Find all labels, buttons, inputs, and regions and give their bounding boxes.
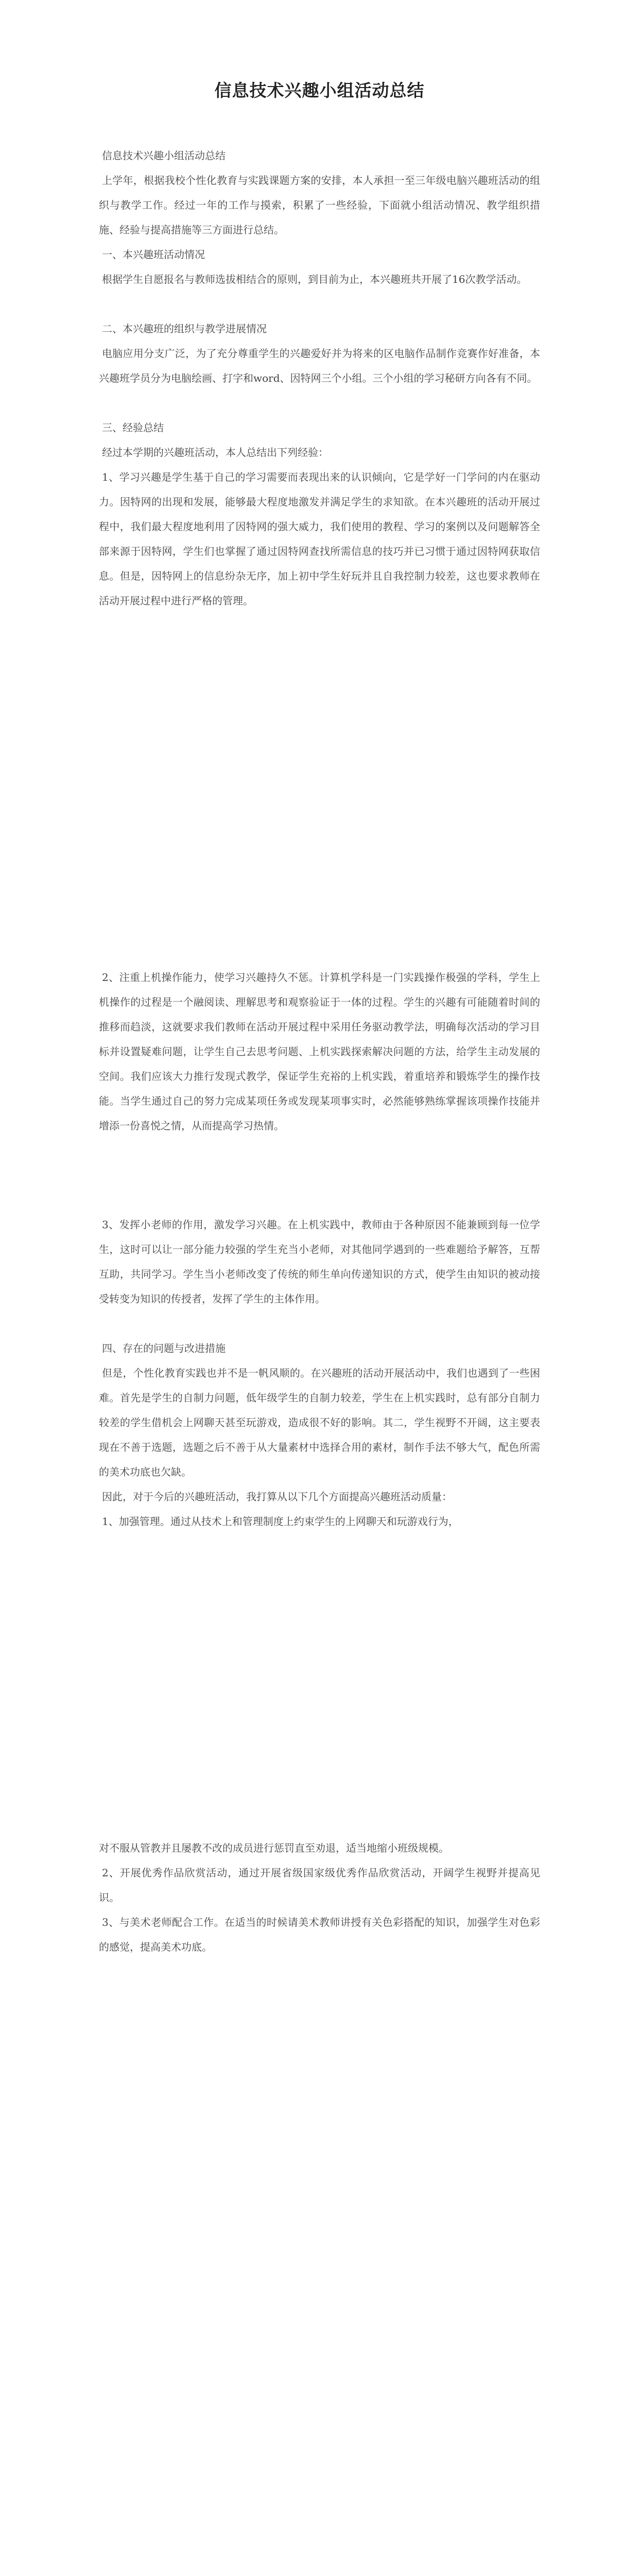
section-3-paragraph-2: 2、注重上机操作能力，使学习兴趣持久不惩。计算机学科是一门实践操作极强的学科，学生上机操作的过程是一个融阅读、理解思考和观察验证于一体的过程。学生的兴趣有可能随着时间的推移而趋淡，这就要求我们教师在活动开展过程中采用任务驱动教学法，明确每次活动的学习目标并设置疑难问题，让学生自己去思考问题、上机实践探索解决问题的方法，给学生主动发展的空间。我们应该大力推行发现式教学，保证学生充裕的上机实践，着重培养和锻炼学生的操作技能。当学生通过自己的努力完成某项任务或发现某项事实时，必然能够熟练掌握该项操作技能并增添一份喜悦之情，从而提高学习热情。	[99, 971, 540, 1132]
section-3-paragraph-lead: 经过本学期的兴趣班活动，本人总结出下列经验：	[102, 446, 329, 459]
section-4-paragraph-1: 但是，个性化教育实践也并不是一帆风顺的。在兴趣班的活动开展活动中，我们也遇到了一些困难。首先是学生的自制力问题，低年级学生的自制力较差，学生在上机实践时，总有部分自制力较差的学生借机会上网聊天甚至玩游戏，造成很不好的影响。其二，学生视野不开阔，这主要表现在不善于选题，选题之后不善于从大量素材中选择合用的素材，制作手法不够大气，配色所需的美术功底也欠缺。	[99, 1367, 540, 1478]
section-2-paragraph: 电脑应用分支广泛，为了充分尊重学生的兴趣爱好并为将来的区电脑作品制作竞赛作好准备，本兴趣班学员分为电脑绘画、打字和word、因特网三个小组。三个小组的学习秘研方向各有不同。	[99, 347, 540, 384]
section-4-paragraph-2: 因此，对于今后的兴趣班活动，我打算从以下几个方面提高兴趣班活动质量：	[102, 1490, 452, 1503]
document-subtitle: 信息技术兴趣小组活动总结	[102, 149, 226, 162]
section-4-heading: 四、存在的问题与改进措施	[102, 1342, 226, 1354]
section-1-heading: 一、本兴趣班活动情况	[102, 248, 205, 261]
section-3-heading: 三、经验总结	[102, 421, 164, 434]
section-3-paragraph-1: 1、学习兴趣是学生基于自己的学习需要而表现出来的认识倾向，它是学好一门学问的内在驱动力。因特网的出现和发展，能够最大程度地激发并满足学生的求知欲。在本兴趣班的活动开展过程中，我们最大程度地利用了因特网的强大威力，我们使用的教程、学习的案例以及问题解答全部来源于因特网，学生们也掌握了通过因特网查找所需信息的技巧并已习惯于通过因特网获取信息。但是，因特网上的信息纷杂无序，加上初中学生好玩并且自我控制力较差，这也要求教师在活动开展过程中进行严格的管理。	[99, 471, 540, 607]
intro-paragraph: 上学年，根据我校个性化教育与实践课题方案的安排，本人承担一至三年级电脑兴趣班活动的组织与教学工作。经过一年的工作与摸索，积累了一些经验，下面就小组活动情况、教学组织措施、经验与提高措施等三方面进行总结。	[99, 174, 540, 236]
document-title: 信息技术兴趣小组活动总结	[214, 80, 425, 100]
section-4-paragraph-4: 2、开展优秀作品欣赏活动，通过开展省级国家级优秀作品欣赏活动，开阔学生视野并提高见识。	[99, 1867, 540, 1904]
section-3-paragraph-3: 3、发挥小老师的作用，激发学习兴趣。在上机实践中，教师由于各种原因不能兼顾到每一位学生，这时可以让一部分能力较强的学生充当小老师，对其他同学遇到的一些难题给予解答，互帮互助，共同学习。学生当小老师改变了传统的师生单向传递知识的方式，使学生由知识的被动接受转变为知识的传授者，发挥了学生的主体作用。	[99, 1218, 540, 1305]
section-4-paragraph-3-continued: 对不服从管教并且屡教不改的成员进行惩罚直至劝退，适当地缩小班级规模。	[99, 1842, 449, 1854]
section-4-paragraph-3: 1、加强管理。通过从技术上和管理制度上约束学生的上网聊天和玩游戏行为，	[102, 1515, 459, 1528]
section-1-paragraph: 根据学生自愿报名与教师选拔相结合的原则，到目前为止，本兴趣班共开展了16次教学活动。	[102, 273, 527, 285]
section-4-paragraph-5: 3、与美术老师配合工作。在适当的时候请美术教师讲授有关色彩搭配的知识，加强学生对色彩的感觉，提高美术功底。	[99, 1916, 540, 1953]
section-2-heading: 二、本兴趣班的组织与教学进展情况	[102, 323, 267, 335]
